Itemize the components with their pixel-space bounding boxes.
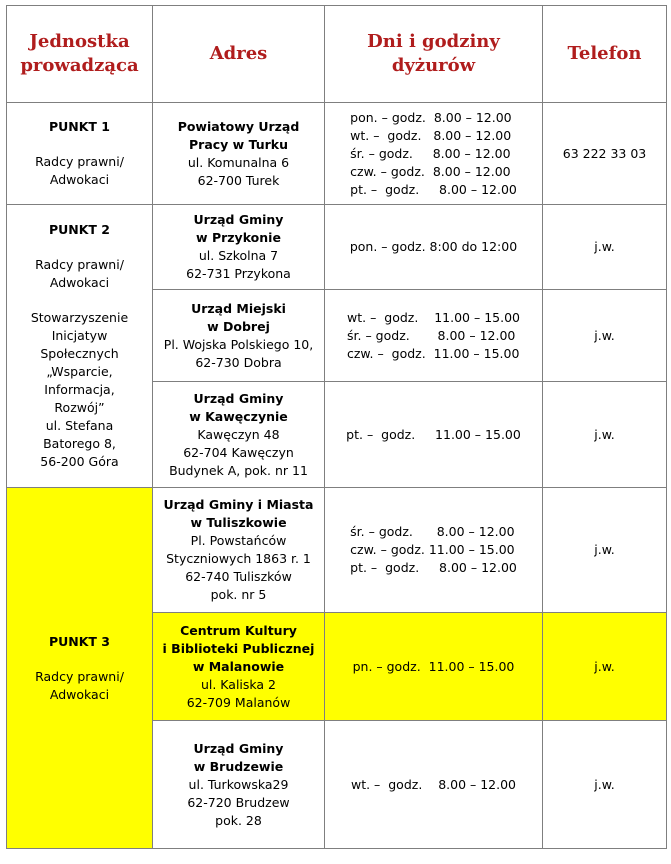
address-cell: Centrum Kultury i Biblioteki Publicznej w Malanowie ul. Kaliska 2 62-709 Malanów bbox=[153, 613, 325, 721]
phone-cell: j.w. bbox=[543, 382, 667, 488]
schedule-cell: wt. – godz. 8.00 – 12.00 bbox=[325, 721, 543, 849]
unit-name: PUNKT 2 bbox=[48, 222, 111, 237]
schedule-cell: wt. – godz. 11.00 – 15.00 śr. – godz. 8.00 – 12.00 czw. – godz. 11.00 – 15.00 bbox=[325, 290, 543, 382]
unit-cell-punkt-3: PUNKT 3 Radcy prawni/ Adwokaci bbox=[7, 488, 153, 849]
phone-cell: j.w. bbox=[543, 721, 667, 849]
address-cell: Urząd Miejski w Dobrej Pl. Wojska Polskiego 10, 62-730 Dobra bbox=[153, 290, 325, 382]
schedule-cell: pt. – godz. 11.00 – 15.00 bbox=[325, 382, 543, 488]
header-address: Adres bbox=[153, 6, 325, 103]
schedule-cell: pon. – godz. 8.00 – 12.00 wt. – godz. 8.00 – 12.00 śr. – godz. 8.00 – 12.00 czw. – godz. 8.00 – 12.00 pt. – godz. 8.00 – 12.00 bbox=[325, 103, 543, 205]
header-hours: Dni i godziny dyżurów bbox=[325, 6, 543, 103]
header-row bbox=[7, 6, 667, 103]
phone-cell: j.w. bbox=[543, 613, 667, 721]
unit-name: PUNKT 1 bbox=[48, 119, 111, 134]
table-row bbox=[7, 205, 667, 290]
schedule-cell: pn. – godz. 11.00 – 15.00 bbox=[325, 613, 543, 721]
address-cell: Urząd Gminy w Kawęczynie Kawęczyn 48 62-704 Kawęczyn Budynek A, pok. nr 11 bbox=[153, 382, 325, 488]
header-unit: Jednostka prowadząca bbox=[7, 6, 153, 103]
schedule-cell: śr. – godz. 8.00 – 12.00 czw. – godz. 11.00 – 15.00 pt. – godz. 8.00 – 12.00 bbox=[325, 488, 543, 613]
address-cell: Urząd Gminy w Brudzewie ul. Turkowska29 62-720 Brudzew pok. 28 bbox=[153, 721, 325, 849]
unit-name: PUNKT 3 bbox=[48, 633, 111, 649]
address-cell: Urząd Gminy i Miasta w Tuliszkowie Pl. Powstańców Styczniowych 1863 r. 1 62-740 Tuliszków pok. nr 5 bbox=[153, 488, 325, 613]
unit-cell-punkt-2: PUNKT 2 Radcy prawni/ Adwokaci Stowarzyszenie Inicjatyw Społecznych „Wsparcie, Informacja, Rozwój” ul. Stefana Batorego 8, 56-200 Góra bbox=[7, 205, 153, 488]
address-cell: Urząd Gminy w Przykonie ul. Szkolna 7 62-731 Przykona bbox=[153, 205, 325, 290]
header-phone: Telefon bbox=[543, 6, 667, 103]
table-row bbox=[7, 488, 667, 613]
phone-cell: j.w. bbox=[543, 488, 667, 613]
table-row bbox=[7, 103, 667, 205]
address-cell: Powiatowy Urząd Pracy w Turku ul. Komunalna 6 62-700 Turek bbox=[153, 103, 325, 205]
duty-schedule-table bbox=[6, 5, 667, 849]
phone-cell: 63 222 33 03 bbox=[543, 103, 667, 205]
unit-cell-punkt-1: PUNKT 1 Radcy prawni/ Adwokaci bbox=[7, 103, 153, 205]
organization-name: Stowarzyszenie bbox=[30, 310, 129, 325]
phone-cell: j.w. bbox=[543, 290, 667, 382]
schedule-cell: pon. – godz. 8:00 do 12:00 bbox=[325, 205, 543, 290]
phone-cell: j.w. bbox=[543, 205, 667, 290]
